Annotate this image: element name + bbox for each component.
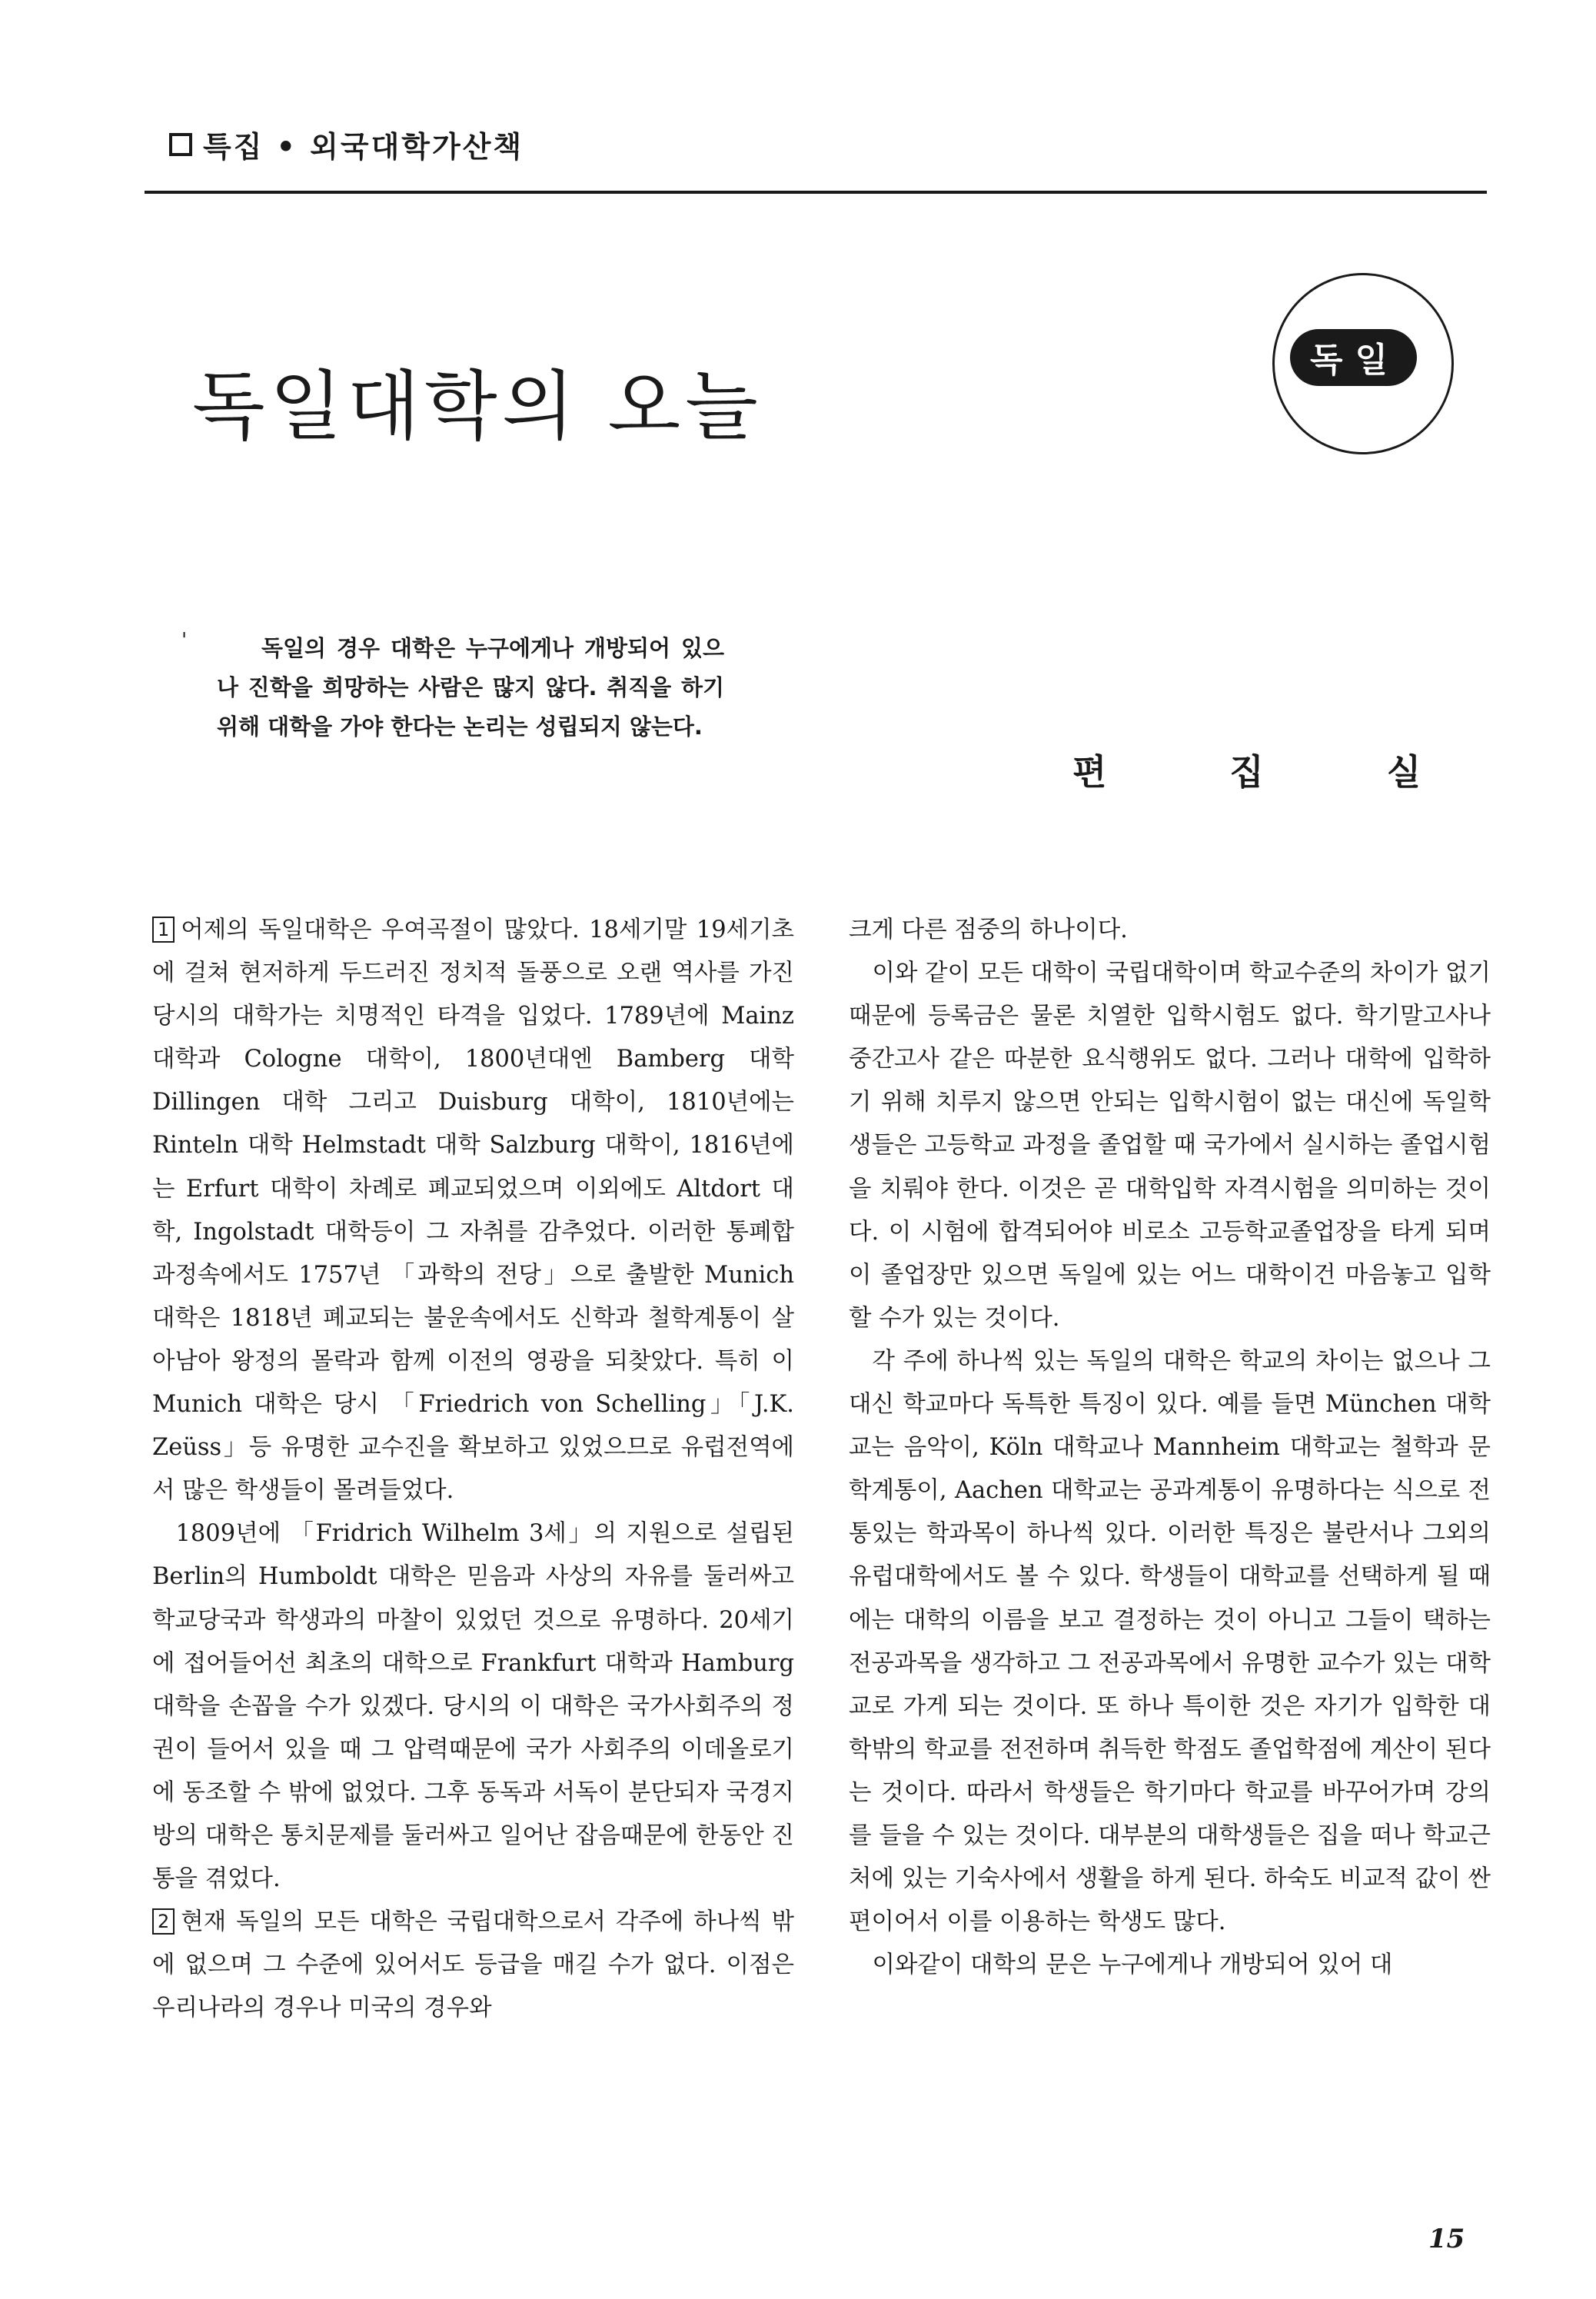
article-author: 편집실	[1072, 751, 1544, 793]
country-badge-label: 독일	[1290, 329, 1417, 386]
page-number: 15	[1428, 2224, 1465, 2254]
paragraph: 이와같이 대학의 문은 누구에게나 개방되어 있어 대	[872, 1951, 1393, 1979]
section-marker: 2	[152, 1908, 175, 1935]
series-heading	[169, 123, 524, 165]
paragraph: 크게 다른 점중의 하나이다.	[849, 917, 1128, 943]
left-column	[152, 909, 794, 2030]
article-lead: 독일의 경우 대학은 누구에게나 개방되어 있으나 진학을 희망하는 사람은 많지 않다. 취직을 하기위해 대학을 가야 한다는 논리는 성립되지 않는다.	[217, 635, 724, 740]
paragraph: 이와 같이 모든 대학이 국립대학이며 학교수준의 차이가 없기 때문에 등록금은 물론 치열한 입학시험도 없다. 학기말고사나 중간고사 같은 따분한 요식행위도 없다. 그러나 대학에 입학하기 위해 치루지 않으면 안되는 입학시험이 없는 대신에 독일학생들은 고등학교 과정을 졸업할 때 국가에서 실시하는 졸업시험을 치뤄야 한다. 이것은 곧 대학입학 자격시험을 의미하는 것이다. 이 시험에 합격되어야 비로소 고등학교졸업장을 타게 되며 이 졸업장만 있으면 독일에 있는 어느 대학이건 마음놓고 입학할 수가 있는 것이다.	[849, 960, 1491, 1332]
header-rule	[145, 191, 1487, 194]
margin-mark: '	[181, 629, 188, 652]
article-title: 독일대학의 오늘	[192, 363, 763, 451]
paragraph: 1 어제의 독일대학은 우여곡절이 많았다. 18세기말 19세기초에 걸쳐 현저하게 두드러진 정치적 돌풍으로 오랜 역사를 가진 당시의 대학가는 치명적인 타격을 입었다. 1789년에 Mainz 대학과 Cologne 대학이, 1800년대엔 Bamberg 대학 Dillingen 대학 그리고 Duisburg 대학이, 1810년에는 Rinteln 대학 Helmstadt 대학 Salzburg 대학이, 1816년에는 Erfurt 대학이 차례로 폐교되었으며 이외에도 Altdort 대학, Ingolstadt 대학등이 그 자취를 감추었다. 이러한 통폐합 과정속에서도 1757년 「과학의 전당」으로 출발한 Munich 대학은 1818년 폐교되는 불운속에서도 신학과 철학계통이 살아남아 왕정의 몰락과 함께 이전의 영광을 되찾았다. 특히 이 Munich 대학은 당시 「Friedrich von Schelling」「J.K. Zeüss」등 유명한 교수진을 확보하고 있었으므로 유럽전역에서 많은 학생들이 몰려들었다.	[152, 917, 794, 1505]
paragraph: 각 주에 하나씩 있는 독일의 대학은 학교의 차이는 없으나 그대신 학교마다 독특한 특징이 있다. 예를 들면 München 대학교는 음악이, Köln 대학교나 Mannheim 대학교는 철학과 문학계통이, Aachen 대학교는 공과계통이 유명하다는 식으로 전통있는 학과목이 하나씩 있다. 이러한 특징은 불란서나 그외의 유럽대학에서도 볼 수 있다. 학생들이 대학교를 선택하게 될 때에는 대학의 이름을 보고 결정하는 것이 아니고 그들이 택하는 전공과목을 생각하고 그 전공과목에서 유명한 교수가 있는 대학교로 가게 되는 것이다. 또 하나 특이한 것은 자기가 입학한 대학밖의 학교를 전전하며 취득한 학점도 졸업학점에 계산이 된다는 것이다. 따라서 학생들은 학기마다 학교를 바꾸어가며 강의를 들을 수 있는 것이다. 대부분의 대학생들은 집을 떠나 학교근처에 있는 기숙사에서 생활을 하게 된다. 하숙도 비교적 값이 싼 편이어서 이를 이용하는 학생도 많다.	[849, 1347, 1491, 1936]
checkbox-square-icon	[169, 133, 192, 156]
series-label: 특집 • 외국대학가산책	[203, 130, 524, 164]
right-column	[849, 909, 1491, 1987]
country-badge	[1272, 273, 1454, 454]
section-marker: 1	[152, 917, 175, 943]
paragraph: 2 현재 독일의 모든 대학은 국립대학으로서 각주에 하나씩 밖에 없으며 그 수준에 있어서도 등급을 매길 수가 없다. 이점은 우리나라의 경우나 미국의 경우와	[152, 1908, 794, 2022]
paragraph: 1809년에 「Fridrich Wilhelm 3세」의 지원으로 설립된 Berlin의 Humboldt 대학은 믿음과 사상의 자유를 둘러싸고 학교당국과 학생과의 마찰이 있었던 것으로 유명하다. 20세기에 접어들어선 최초의 대학으로 Frankfurt 대학과 Hamburg 대학을 손꼽을 수가 있겠다. 당시의 이 대학은 국가사회주의 정권이 들어서 있을 때 그 압력때문에 국가 사회주의 이데올로기에 동조할 수 밖에 없었다. 그후 동독과 서독이 분단되자 국경지방의 대학은 통치문제를 둘러싸고 일어난 잡음때문에 한동안 진통을 겪었다.	[152, 1520, 794, 1893]
